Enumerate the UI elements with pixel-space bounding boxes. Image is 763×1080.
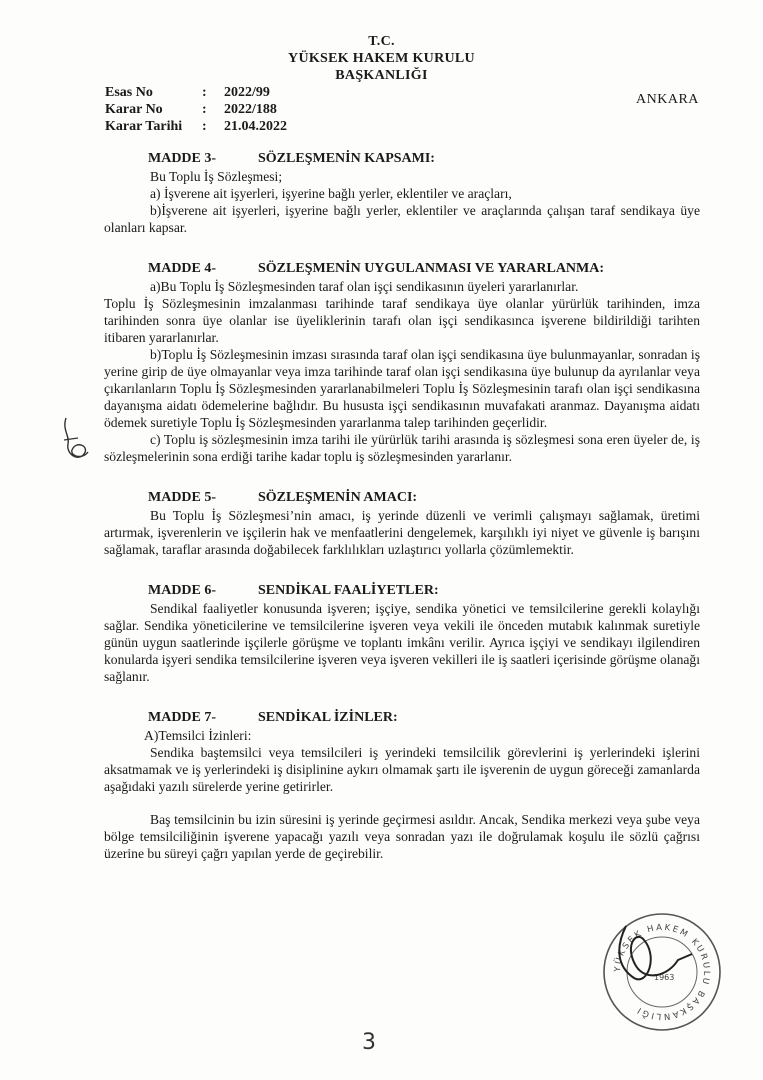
meta-row-esas	[105, 84, 287, 101]
meta-colon: :	[202, 102, 207, 117]
article-number: MADDE 5-	[148, 490, 217, 505]
meta-row-tarih	[105, 118, 287, 135]
paragraph: Toplu İş Sözleşmesinin imzalanması tarihinde taraf sendikaya üye olanlar yürürlük tarihinden, imza tarihinden sonra üye olanlar ise üyeliklerinin tarafı olan işçi sendikasınca işverene bildirildiği tarihten itibaren yararlanırlar.	[104, 296, 700, 345]
meta-colon: :	[202, 85, 207, 100]
article-number: MADDE 7-	[148, 710, 217, 725]
article-title: SÖZLEŞMENİN KAPSAMI:	[258, 151, 435, 166]
meta-row-karar	[105, 101, 287, 118]
handwritten-initial-icon	[58, 410, 94, 468]
paragraph: a) İşverene ait işyerleri, işyerine bağlı yerler, eklentiler ve araçları,	[150, 186, 512, 201]
case-meta	[105, 84, 287, 135]
article-heading	[148, 260, 700, 277]
paragraph: a)Bu Toplu İş Sözleşmesinden taraf olan işçi sendikasının üyeleri yararlanırlar.	[150, 279, 579, 294]
meta-value: 2022/99	[224, 85, 270, 100]
header-tc: T.C.	[368, 34, 395, 49]
official-seal-icon	[596, 906, 726, 1036]
header-department: BAŞKANLIĞI	[335, 68, 428, 83]
page-number: 3	[362, 1030, 376, 1055]
meta-colon: :	[202, 119, 207, 134]
header-institution: YÜKSEK HAKEM KURULU	[288, 51, 475, 66]
article-number: MADDE 3-	[148, 151, 217, 166]
meta-label: Karar No	[105, 102, 163, 117]
article-title: SÖZLEŞMENİN AMACI:	[258, 490, 418, 505]
article-title: SENDİKAL FAALİYETLER:	[258, 583, 439, 598]
article-heading	[148, 489, 700, 506]
paragraph: c) Toplu iş sözleşmesinin imza tarihi ile yürürlük tarihi arasında iş sözleşmesi sona eren üyeler de, iş sözleşmelerinin sona erdiği tarihe kadar toplu iş sözleşmesinden yararlanır.	[104, 432, 700, 464]
paragraph: Sendikal faaliyetler konusunda işveren; işçiye, sendika yönetici ve temsilcilerine gerekli kolaylığı sağlar. Sendika yöneticilerine ve temsilcilerine işveren veya vekili ile önceden mutabık kalınmak suretiyle günün uygun saatlerinde işçilerle görüşme ve toplantı imkânı verilir. Ayrıca işçiyi ve sendikayı ilgilendiren konularda işyeri sendika temsilcilerine işveren veya işveren vekilleri ile iş saatleri içerisinde görüşme olanağı sağlanır.	[104, 601, 700, 684]
paragraph: Sendika baştemsilci veya temsilcileri iş yerindeki temsilcilik görevlerini iş yerlerindeki işlerini aksatmamak ve iş yerlerindeki iş disiplinine aykırı olmamak şartı ile işverenin de uygun göreceği zamanlarda aşağıdaki yazılı sürelerde yerine getirirler.	[104, 745, 700, 794]
seal-text: YÜKSEK HAKEM KURULU BAŞKANLIĞI	[612, 922, 712, 1022]
article-title: SÖZLEŞMENİN UYGULANMASI VE YARARLANMA:	[258, 261, 605, 276]
paragraph: Baş temsilcinin bu izin süresini iş yerinde geçirmesi asıldır. Ancak, Sendika merkezi veya şube veya bölge temsilciliğinin işverene yapacağı yazılı veya sonradan yazı ile doğrulamak koşulu ile sözlü çağrısı üzerine bu süreyi çağrı yapılan yerde de geçirebilir.	[104, 812, 700, 861]
article-title: SENDİKAL İZİNLER:	[258, 710, 398, 725]
paragraph: A)Temsilci İzinleri:	[144, 728, 252, 743]
paragraph: Bu Toplu İş Sözleşmesi’nin amacı, iş yerinde düzenli ve verimli çalışmayı sağlamak, üretimi artırmak, işverenlerin ve işçilerin hak ve menfaatlerini dengelemek, karşılıklı iyi niyet ve güvenle iş barışını sağlamak, taraflar arasında doğabilecek farklılıkları uzlaştırıcı yollarla çözümlemektir.	[104, 508, 700, 557]
meta-label: Karar Tarihi	[105, 119, 183, 134]
city-label: ANKARA	[636, 92, 699, 107]
meta-value: 21.04.2022	[224, 119, 287, 134]
paragraph: b)Toplu İş Sözleşmesinin imzası sırasında taraf olan işçi sendikasına üye bulunmayanlar, sonradan iş yerine girip de üye olmayanlar veya imza tarihinde taraf olan işçi sendikasına üye bulunup da ayrılanlar veya çıkarılanların Toplu İş Sözleşmesinden yararlanabilmeleri Toplu İş Sözleşmesinin tarafı olan işçi sendikasına dayanışma aidatı ödemelerine bağlıdır. Bu hususta işçi sendikasının muvafakati aranmaz. Dayanışma aidatı ödemek suretiyle Toplu İş Sözleşmesinden yararlanma talep tarihinden geçerlidir.	[104, 347, 700, 430]
meta-label: Esas No	[105, 85, 153, 100]
meta-value: 2022/188	[224, 102, 277, 117]
article-number: MADDE 4-	[148, 261, 217, 276]
paragraph: b)İşverene ait işyerleri, işyerine bağlı yerler, eklentiler ve araçlarında çalışan taraf sendikaya üye olanları kapsar.	[104, 203, 700, 235]
article-heading	[148, 582, 700, 599]
article-number: MADDE 6-	[148, 583, 217, 598]
article-heading	[148, 709, 700, 726]
article-heading	[148, 150, 700, 167]
paragraph: Bu Toplu İş Sözleşmesi;	[150, 169, 283, 184]
seal-year: 1963	[654, 973, 675, 982]
document-body	[104, 150, 700, 862]
